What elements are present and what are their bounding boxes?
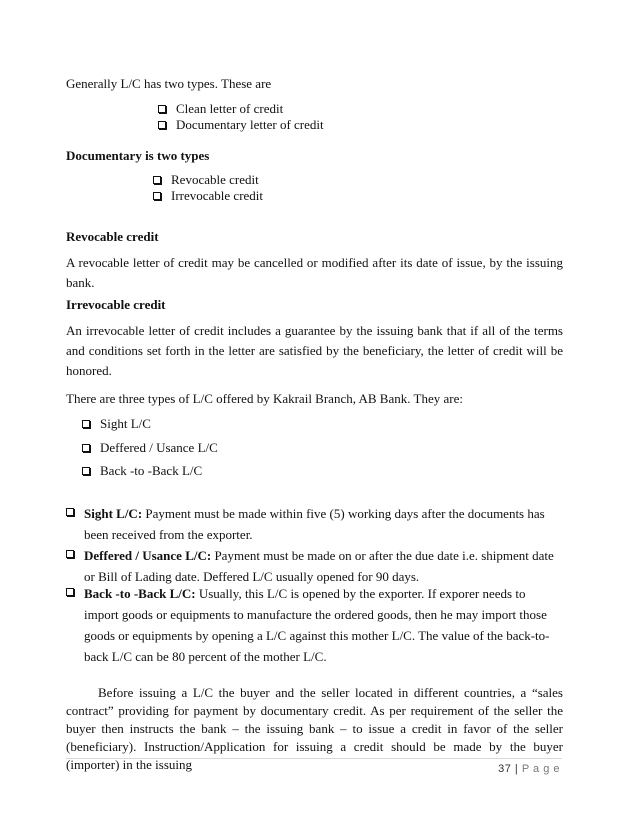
definition-text: Payment must be made on or after the due date i.e. shipment date or Bill of Lading date. Deffered L/C usually opened for 90 days.	[84, 548, 554, 584]
list-item: Back -to -Back L/C	[82, 463, 202, 479]
footer-separator: |	[514, 763, 519, 775]
square-bullet-icon	[153, 176, 161, 184]
list-item: Revocable credit	[153, 172, 259, 188]
square-bullet-icon	[82, 467, 90, 475]
body-paragraph: A revocable letter of credit may be cancelled or modified after its date of issue, by the issuing bank.	[66, 255, 563, 290]
body-text: There are three types of L/C offered by Kakrail Branch, AB Bank. They are:	[66, 391, 463, 406]
square-bullet-icon	[66, 508, 74, 516]
intro-text: Generally L/C has two types. These are	[66, 76, 272, 91]
definition-term: Deffered / Usance L/C:	[84, 548, 212, 563]
page-label: P a g e	[521, 763, 560, 775]
definition-term: Sight L/C:	[84, 506, 143, 521]
definition-item	[66, 545, 563, 587]
list-item: Irrevocable credit	[153, 188, 263, 204]
section-heading: Documentary is two types	[66, 148, 210, 163]
square-bullet-icon	[66, 550, 74, 558]
definition-item	[66, 583, 563, 667]
definition-text: Usually, this L/C is opened by the exporter. If exporer needs to import goods or equipments to manufacture the ordered goods, then he may import those goods or equipments by opening a L/C against this mother L/C. The value of the back-to-back L/C can be 80 percent of the mother L/C.	[84, 586, 550, 664]
page-footer	[498, 763, 560, 775]
definition-text: Payment must be made within five (5) working days after the documents has been received from the exporter.	[84, 506, 545, 542]
definition-term: Back -to -Back L/C:	[84, 586, 196, 601]
square-bullet-icon	[153, 192, 161, 200]
square-bullet-icon	[82, 444, 90, 452]
list-item: Clean letter of credit	[158, 101, 283, 117]
square-bullet-icon	[82, 420, 90, 428]
square-bullet-icon	[158, 121, 166, 129]
body-paragraph: An irrevocable letter of credit includes a guarantee by the issuing bank that if all of the terms and conditions set forth in the letter are satisfied by the beneficiary, the letter of credit will be honored.	[66, 323, 563, 378]
square-bullet-icon	[158, 105, 166, 113]
page-number: 37	[498, 763, 512, 775]
definition-item	[66, 503, 563, 545]
square-bullet-icon	[66, 588, 74, 596]
footer-divider	[66, 758, 562, 759]
list-item: Sight L/C	[82, 416, 151, 432]
list-item: Documentary letter of credit	[158, 117, 324, 133]
body-paragraph: Before issuing a L/C the buyer and the seller located in different countries, a “sales contract” providing for payment by documentary credit. As per requirement of the seller the buyer then instructs the bank – the issuing bank – to issue a credit in favor of the seller (beneficiary). Instruction/Application for issuing a credit should be made by the buyer (importer) in the issuing	[66, 685, 563, 772]
list-item: Deffered / Usance L/C	[82, 440, 218, 456]
section-heading: Irrevocable credit	[66, 297, 166, 312]
section-heading: Revocable credit	[66, 229, 159, 244]
